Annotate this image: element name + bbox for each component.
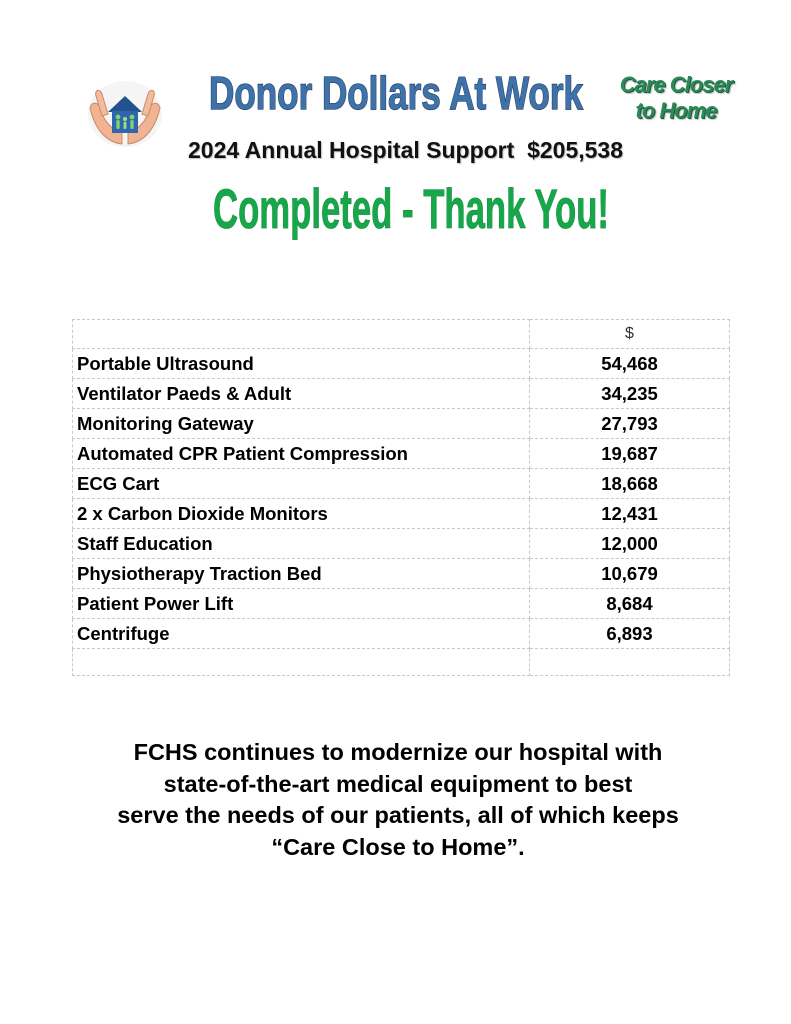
- page-title: [200, 55, 592, 127]
- item-amount: 10,679: [530, 559, 730, 589]
- table-header-currency: $: [530, 320, 730, 349]
- item-name: ECG Cart: [73, 469, 530, 499]
- blank-cell: [530, 649, 730, 676]
- closing-line-4: “Care Close to Home”.: [271, 833, 525, 860]
- item-name: Monitoring Gateway: [73, 409, 530, 439]
- table-row: [73, 529, 730, 559]
- table-row: [73, 589, 730, 619]
- item-name: Automated CPR Patient Compression: [73, 439, 530, 469]
- table-row: [73, 409, 730, 439]
- closing-statement: [60, 737, 736, 863]
- annual-support-subtitle: 2024 Annual Hospital Support $205,538: [187, 137, 623, 163]
- tagline: [612, 72, 740, 124]
- table-row: [73, 349, 730, 379]
- table-row: [73, 469, 730, 499]
- table-header-row: [73, 320, 730, 349]
- item-amount: 6,893: [530, 619, 730, 649]
- item-amount: 19,687: [530, 439, 730, 469]
- item-name: Ventilator Paeds & Adult: [73, 379, 530, 409]
- item-name: Physiotherapy Traction Bed: [73, 559, 530, 589]
- equipment-table: [72, 319, 730, 676]
- completed-banner-text: Completed - Thank You!: [213, 177, 609, 240]
- item-amount: 8,684: [530, 589, 730, 619]
- item-amount: 27,793: [530, 409, 730, 439]
- closing-line-1: FCHS continues to modernize our hospital with: [133, 739, 663, 765]
- table-row: [73, 559, 730, 589]
- item-name: Staff Education: [73, 529, 530, 559]
- item-amount: 34,235: [530, 379, 730, 409]
- blank-cell: [73, 649, 530, 676]
- completed-banner: [205, 172, 617, 250]
- table-blank-row: [73, 649, 730, 676]
- tagline-line-1: Care Closer: [619, 72, 733, 97]
- item-name: Portable Ultrasound: [73, 349, 530, 379]
- table-row: [73, 379, 730, 409]
- table-row: [73, 439, 730, 469]
- item-amount: 12,431: [530, 499, 730, 529]
- table-row: [73, 619, 730, 649]
- table-row: [73, 499, 730, 529]
- closing-line-2: state-of-the-art medical equipment to best: [163, 770, 633, 797]
- closing-line-3: serve the needs of our patients, all of which keeps: [117, 802, 679, 828]
- page-title-text: Donor Dollars At Work: [209, 67, 584, 119]
- item-name: 2 x Carbon Dioxide Monitors: [73, 499, 530, 529]
- table-header-item: [73, 320, 530, 349]
- item-name: Centrifuge: [73, 619, 530, 649]
- item-name: Patient Power Lift: [73, 589, 530, 619]
- tagline-line-2: to Home: [635, 98, 717, 123]
- item-amount: 18,668: [530, 469, 730, 499]
- item-amount: 12,000: [530, 529, 730, 559]
- item-amount: 54,468: [530, 349, 730, 379]
